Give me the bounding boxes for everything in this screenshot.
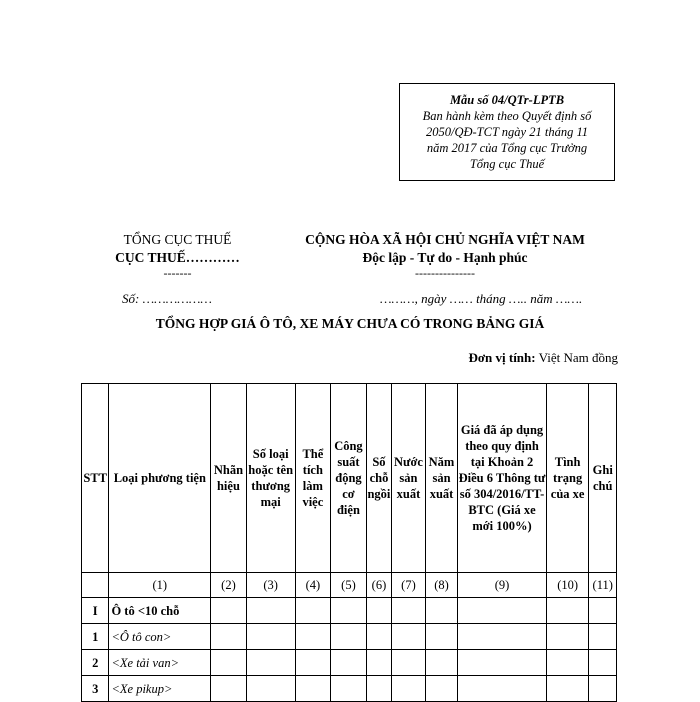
column-number-row — [82, 573, 617, 598]
cell[interactable] — [295, 598, 331, 624]
nation-line-1: CỘNG HÒA XÃ HỘI CHỦ NGHĨA VIỆT NAM — [305, 232, 585, 247]
cell[interactable] — [392, 676, 426, 702]
colnum-9: (9) — [458, 573, 546, 598]
cell[interactable] — [458, 624, 546, 650]
colnum-3: (3) — [246, 573, 295, 598]
cell[interactable] — [425, 598, 458, 624]
cell[interactable] — [392, 598, 426, 624]
header-country: Nước sản xuất — [392, 384, 426, 573]
nation-divider: --------------- — [415, 266, 475, 280]
table-row — [82, 650, 617, 676]
cell[interactable] — [246, 598, 295, 624]
cell[interactable] — [546, 624, 589, 650]
cell[interactable] — [331, 676, 367, 702]
form-line-2: 2050/QĐ-TCT ngày 21 tháng 11 — [425, 125, 589, 139]
row-stt: I — [82, 598, 109, 624]
national-motto — [280, 231, 610, 279]
header-model: Số loại hoặc tên thương mại — [246, 384, 295, 573]
header-stt: STT — [82, 384, 109, 573]
agency-line-2: CỤC THUẾ………… — [115, 250, 240, 265]
colnum-1: (1) — [109, 573, 211, 598]
cell[interactable] — [392, 624, 426, 650]
colnum-5: (5) — [331, 573, 367, 598]
cell[interactable] — [458, 676, 546, 702]
form-code: Mẫu số 04/QTr-LPTB — [449, 93, 565, 107]
unit-label: Đơn vị tính: — [468, 350, 536, 365]
cell[interactable] — [211, 598, 247, 624]
colnum-2: (2) — [211, 573, 247, 598]
cell[interactable] — [546, 598, 589, 624]
cell[interactable] — [366, 650, 391, 676]
colnum-0 — [82, 573, 109, 598]
cell[interactable] — [366, 598, 391, 624]
header-displacement: Thể tích làm việc — [295, 384, 331, 573]
row-stt: 2 — [82, 650, 109, 676]
cell[interactable] — [331, 624, 367, 650]
form-line-3: năm 2017 của Tổng cục Trưởng — [426, 141, 588, 155]
document-number: Số: ……………… — [122, 291, 212, 306]
header-brand: Nhãn hiệu — [211, 384, 247, 573]
form-line-1: Ban hành kèm theo Quyết định số — [422, 109, 592, 123]
page-title: TỔNG HỢP GIÁ Ô TÔ, XE MÁY CHƯA CÓ TRONG BẢNG GIÁ — [155, 316, 545, 331]
cell[interactable] — [246, 624, 295, 650]
cell[interactable] — [366, 624, 391, 650]
agency-line-1: TỔNG CỤC THUẾ — [123, 232, 232, 247]
cell[interactable] — [211, 676, 247, 702]
colnum-11: (11) — [589, 573, 617, 598]
table-header-row — [82, 384, 617, 573]
header-vehicle-type: Loại phương tiện — [109, 384, 211, 573]
cell[interactable] — [546, 676, 589, 702]
document-date: ………, ngày …… tháng ….. năm ……. — [380, 291, 583, 306]
form-line-4: Tổng cục Thuế — [469, 157, 545, 171]
cell[interactable] — [425, 624, 458, 650]
cell[interactable] — [425, 650, 458, 676]
colnum-4: (4) — [295, 573, 331, 598]
row-stt: 1 — [82, 624, 109, 650]
header-motor-power: Công suất động cơ điện — [331, 384, 367, 573]
row-vehicle-type: Ô tô <10 chỗ — [109, 598, 211, 624]
row-vehicle-type: <Xe pikup> — [109, 676, 211, 702]
cell[interactable] — [366, 676, 391, 702]
cell[interactable] — [589, 650, 617, 676]
cell[interactable] — [546, 650, 589, 676]
header-note: Ghi chú — [589, 384, 617, 573]
unit-value: Việt Nam đồng — [538, 350, 618, 365]
cell[interactable] — [295, 676, 331, 702]
row-stt: 3 — [82, 676, 109, 702]
cell[interactable] — [331, 598, 367, 624]
unit-of-measure — [468, 350, 618, 366]
issuing-agency — [95, 231, 260, 279]
colnum-7: (7) — [392, 573, 426, 598]
table-row — [82, 598, 617, 624]
cell[interactable] — [211, 650, 247, 676]
cell[interactable] — [392, 650, 426, 676]
table-row — [82, 624, 617, 650]
form-code-box — [399, 83, 615, 181]
table-row — [82, 676, 617, 702]
header-applied-price: Giá đã áp dụng theo quy định tại Khoản 2 Điều 6 Thông tư số 304/2016/TT-BTC (Giá xe mới 100%) — [458, 384, 546, 573]
cell[interactable] — [589, 676, 617, 702]
cell[interactable] — [246, 676, 295, 702]
cell[interactable] — [295, 624, 331, 650]
cell[interactable] — [246, 650, 295, 676]
cell[interactable] — [589, 624, 617, 650]
agency-divider: ------- — [163, 266, 192, 280]
colnum-10: (10) — [546, 573, 589, 598]
colnum-6: (6) — [366, 573, 391, 598]
row-vehicle-type: <Ô tô con> — [109, 624, 211, 650]
cell[interactable] — [458, 650, 546, 676]
header-seats: Số chỗ ngồi — [366, 384, 391, 573]
cell[interactable] — [425, 676, 458, 702]
header-year: Năm sản xuất — [425, 384, 458, 573]
cell[interactable] — [211, 624, 247, 650]
price-table — [81, 383, 617, 702]
colnum-8: (8) — [425, 573, 458, 598]
cell[interactable] — [458, 598, 546, 624]
cell[interactable] — [331, 650, 367, 676]
row-vehicle-type: <Xe tải van> — [109, 650, 211, 676]
header-condition: Tình trạng của xe — [546, 384, 589, 573]
cell[interactable] — [295, 650, 331, 676]
cell[interactable] — [589, 598, 617, 624]
nation-line-2: Độc lập - Tự do - Hạnh phúc — [362, 250, 528, 265]
